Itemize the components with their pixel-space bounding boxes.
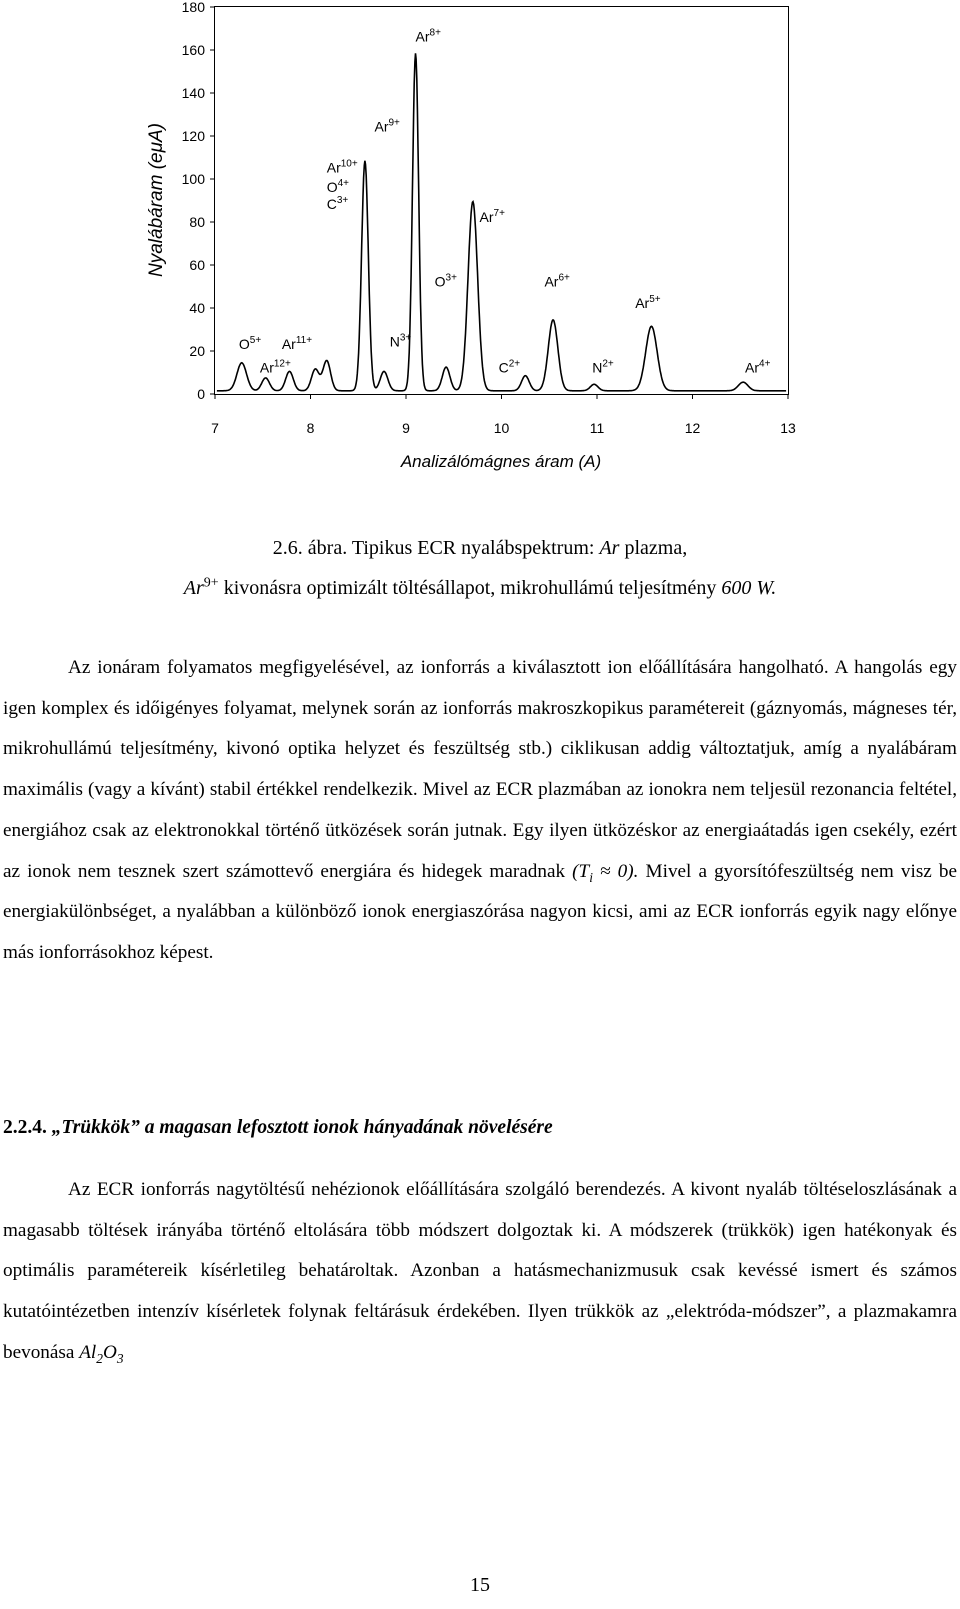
y-tick-label: 120 [181,128,205,144]
x-tick-label: 12 [684,420,701,436]
y-tick-label: 100 [181,171,205,187]
y-tick-label: 40 [189,300,205,316]
peak-annotations [239,27,771,375]
figure-caption-line-2: $Ar^{9+}$ kivonásra optimizált töltésállapot, mikrohullámú teljesítmény 600 W. [183,575,777,599]
peak-label: $Ar^{7+}$ [479,208,505,225]
x-axis [211,394,796,436]
y-axis-label: Nyalábáram (eμA) [146,122,167,278]
page-number: 15 [470,1574,490,1596]
figure-caption-line-1: 2.6. ábra. Tipikus ECR nyalábspektrum: Ar plazma, [272,537,688,559]
peak-label: $O^{5+}$ [238,334,262,352]
y-tick-label: 20 [189,343,205,359]
x-axis-label: Analizálómágnes áram (A) [400,452,602,471]
peak-label: $Ar^{4+}$ [745,358,771,376]
peak-label: $O^{4+}$ [326,177,350,195]
peak-label: $O^{3+}$ [434,272,457,290]
peak-label: $Ar^{9+}$ [374,117,400,135]
y-tick-label: 160 [181,42,205,58]
x-tick-label: 9 [402,420,410,436]
peak-label: $Ar^{5+}$ [635,294,661,311]
y-tick-label: 60 [189,257,205,273]
peak-label: $C^{2+}$ [498,358,521,376]
y-axis [182,0,215,402]
peak-label: $Ar^{12+}$ [259,358,291,376]
peak-label: $Ar^{6+}$ [544,272,570,290]
y-tick-label: 140 [181,85,205,101]
paragraph-ion-current: Az ionáram folyamatos megfigyelésével, az ionforrás a kiválasztott ion előállítására hangolható. A hangolás egy igen komplex és időigényes folyamat, melynek során az ionforrás makroszkopikus paramétereit (gáznyomás, mágneses tér, mikrohullámú teljesítmény, kivonó optika helyzet és feszültség stb.) ciklikusan addig változtatjuk, amíg a nyalábáram maximális (vagy a kívánt) stabil értékkel rendelkezik. Mivel az ECR plazmában az ionokra nem teljesül rezonancia feltétel, energiához csak az elektronokkal történő ütközések során jutnak. Egy ilyen ütközéskor az energiaátadás igen csekély, ezért az ionok nem tesznek szert számottevő energiára és hidegek maradnak $(T_i \approx 0)$. Mivel a gyorsítófeszültség nem visz be energiakülönbséget, a nyalábban a különböző ionok energiaszórása nagyon kicsi, ami az ECR ionforrás egyik nagy előnye más ionforrásokhoz képest. [3,657,958,963]
y-tick-label: 0 [197,386,205,402]
x-tick-label: 7 [211,420,219,436]
y-tick-label: 80 [189,214,205,230]
x-tick-label: 11 [589,420,605,436]
y-tick-label: 180 [181,0,205,15]
peak-label: $N^{2+}$ [592,358,614,376]
section-heading: 2.2.4. „Trükkök” a magasan lefosztott ionok hányadának növelésére [3,1117,553,1138]
peak-label: $Ar^{10+}$ [326,158,358,176]
x-tick-label: 13 [780,420,796,436]
x-tick-label: 10 [493,420,510,436]
spectrum-chart [140,0,820,490]
x-tick-label: 8 [306,420,315,436]
peak-label: $Ar^{11+}$ [281,334,313,352]
peak-label: $N^{3+}$ [389,332,412,350]
paragraph-tricks: Az ECR ionforrás nagytöltésű nehézionok előállítására szolgáló berendezés. A kivont nyaláb töltéseloszlásának a magasabb töltések irányába történő eltolására több módszert dolgoztak ki. A módszerek (trükkök) igen hatékonyak és optimális paramétereik kísérletileg behatároltak. Azonban a hatásmechanizmusuk csak kevéssé ismert és számos kutatóintézetben intenzív kísérletek folynak feltárásuk érdekében. Ilyen trükkök az „elektróda-módszer”, a plazmakamra bevonása $Al_2O_3$ [3,1179,957,1366]
peak-label: $Ar^{8+}$ [415,27,441,45]
peak-label: $C^{3+}$ [326,195,349,213]
